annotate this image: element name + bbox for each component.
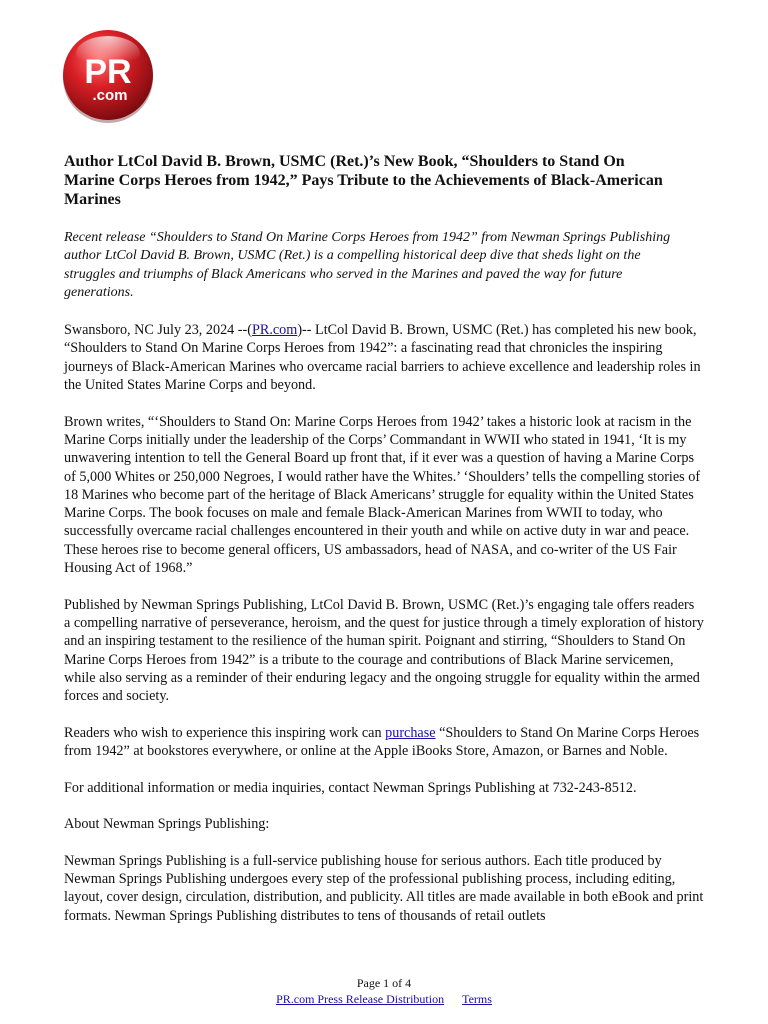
paragraph-quote: Brown writes, “‘Shoulders to Stand On: Marine Corps Heroes from 1942’ takes a historic look at racism in the Marine Corps initially under the leadership of the Corps’ Commandant in WWII who stated in 1941, ‘It is my unwavering intention to tell the General Board up front that, if it ever was a question of having a Marine Corps of 5,000 Whites or 250,000 Negroes, I would rather have the Whites.’ ‘Shoulders’ tells the compelling stories of 18 Marines who become part of the heritage of Black Americans’ struggle for equality within the United States Marine Corps. The book focuses on male and female Black-American Marines from WWII to today, who successfully overcame racial challenges encountered in their youth and while on active duty in war and peace. These heroes rise to become general officers, US ambassadors, head of NASA, and co-writer of the US Fair Housing Act of 1968.” (64, 413, 701, 577)
purchase-link[interactable]: purchase (385, 724, 436, 741)
paragraph-contact: For additional information or media inquiries, contact Newman Springs Publishing at 732-243-8512. (64, 779, 637, 796)
paragraph-intro: Swansboro, NC July 23, 2024 --(PR.com)-- LtCol David B. Brown, USMC (Ret.) has completed his new book, “Shoulders to Stand On Marine Corps Heroes from 1942”: a fascinating read that chronicles the inspiring journeys of Black-American Marines who overcame racial barriers to achieve excellence and leadership roles in the United States Marine Corps and beyond. (64, 322, 701, 394)
about-heading: About Newman Springs Publishing: (64, 816, 270, 833)
footer-terms-link[interactable]: Terms (462, 992, 492, 1006)
footer-distribution-link[interactable]: PR.com Press Release Distribution (276, 992, 445, 1006)
logo-bottom-text: .com (92, 87, 128, 104)
paragraph-published: Published by Newman Springs Publishing, LtCol David B. Brown, USMC (Ret.)’s engaging tale offers readers a compelling narrative of perseverance, heroism, and the quest for justice through a timely exploration of history and an inspiring testament to the resilience of the human spirit. Poignant and stirring, “Shoulders to Stand On Marine Corps Heroes from 1942” is a tribute to the courage and contributions of Black Marine servicemen, while also serving as a reminder of their enduring legacy and the ongoing struggle for equality within the armed forces and society. (64, 596, 704, 705)
page-footer (0, 975, 768, 1007)
headline: Author LtCol David B. Brown, USMC (Ret.)’s New Book, “Shoulders to Stand On Marine Corps Heroes from 1942,” Pays Tribute to the Achievements of Black-American Marines (64, 153, 663, 208)
logo-top-text: PR (84, 53, 132, 91)
page-number: Page 1 of 4 (356, 976, 412, 990)
pr-com-link[interactable]: PR.com (251, 322, 298, 339)
paragraph-about: Newman Springs Publishing is a full-service publishing house for serious authors. Each title produced by Newman Springs Publishing undergoes every step of the professional publishing process, including editing, layout, cover design, circulation, distribution, and publicity. All titles are made available in both eBook and print formats. Newman Springs Publishing distributes to tens of thousands of retail outlets (64, 852, 704, 924)
lead-summary: Recent release “Shoulders to Stand On Marine Corps Heroes from 1942” from Newman Springs Publishing author LtCol David B. Brown, USMC (Ret.) is a compelling historical deep dive that sheds light on the struggles and triumphs of Black Americans who served in the Marines and paved the way for future generations. (64, 230, 671, 300)
pr-com-logo[interactable] (60, 28, 156, 124)
press-release-body (64, 152, 704, 943)
paragraph-purchase: Readers who wish to experience this inspiring work can purchase “Shoulders to Stand On Marine Corps Heroes from 1942” at bookstores everywhere, or online at the Apple iBooks Store, Amazon, or Barnes and Noble. (64, 724, 700, 760)
